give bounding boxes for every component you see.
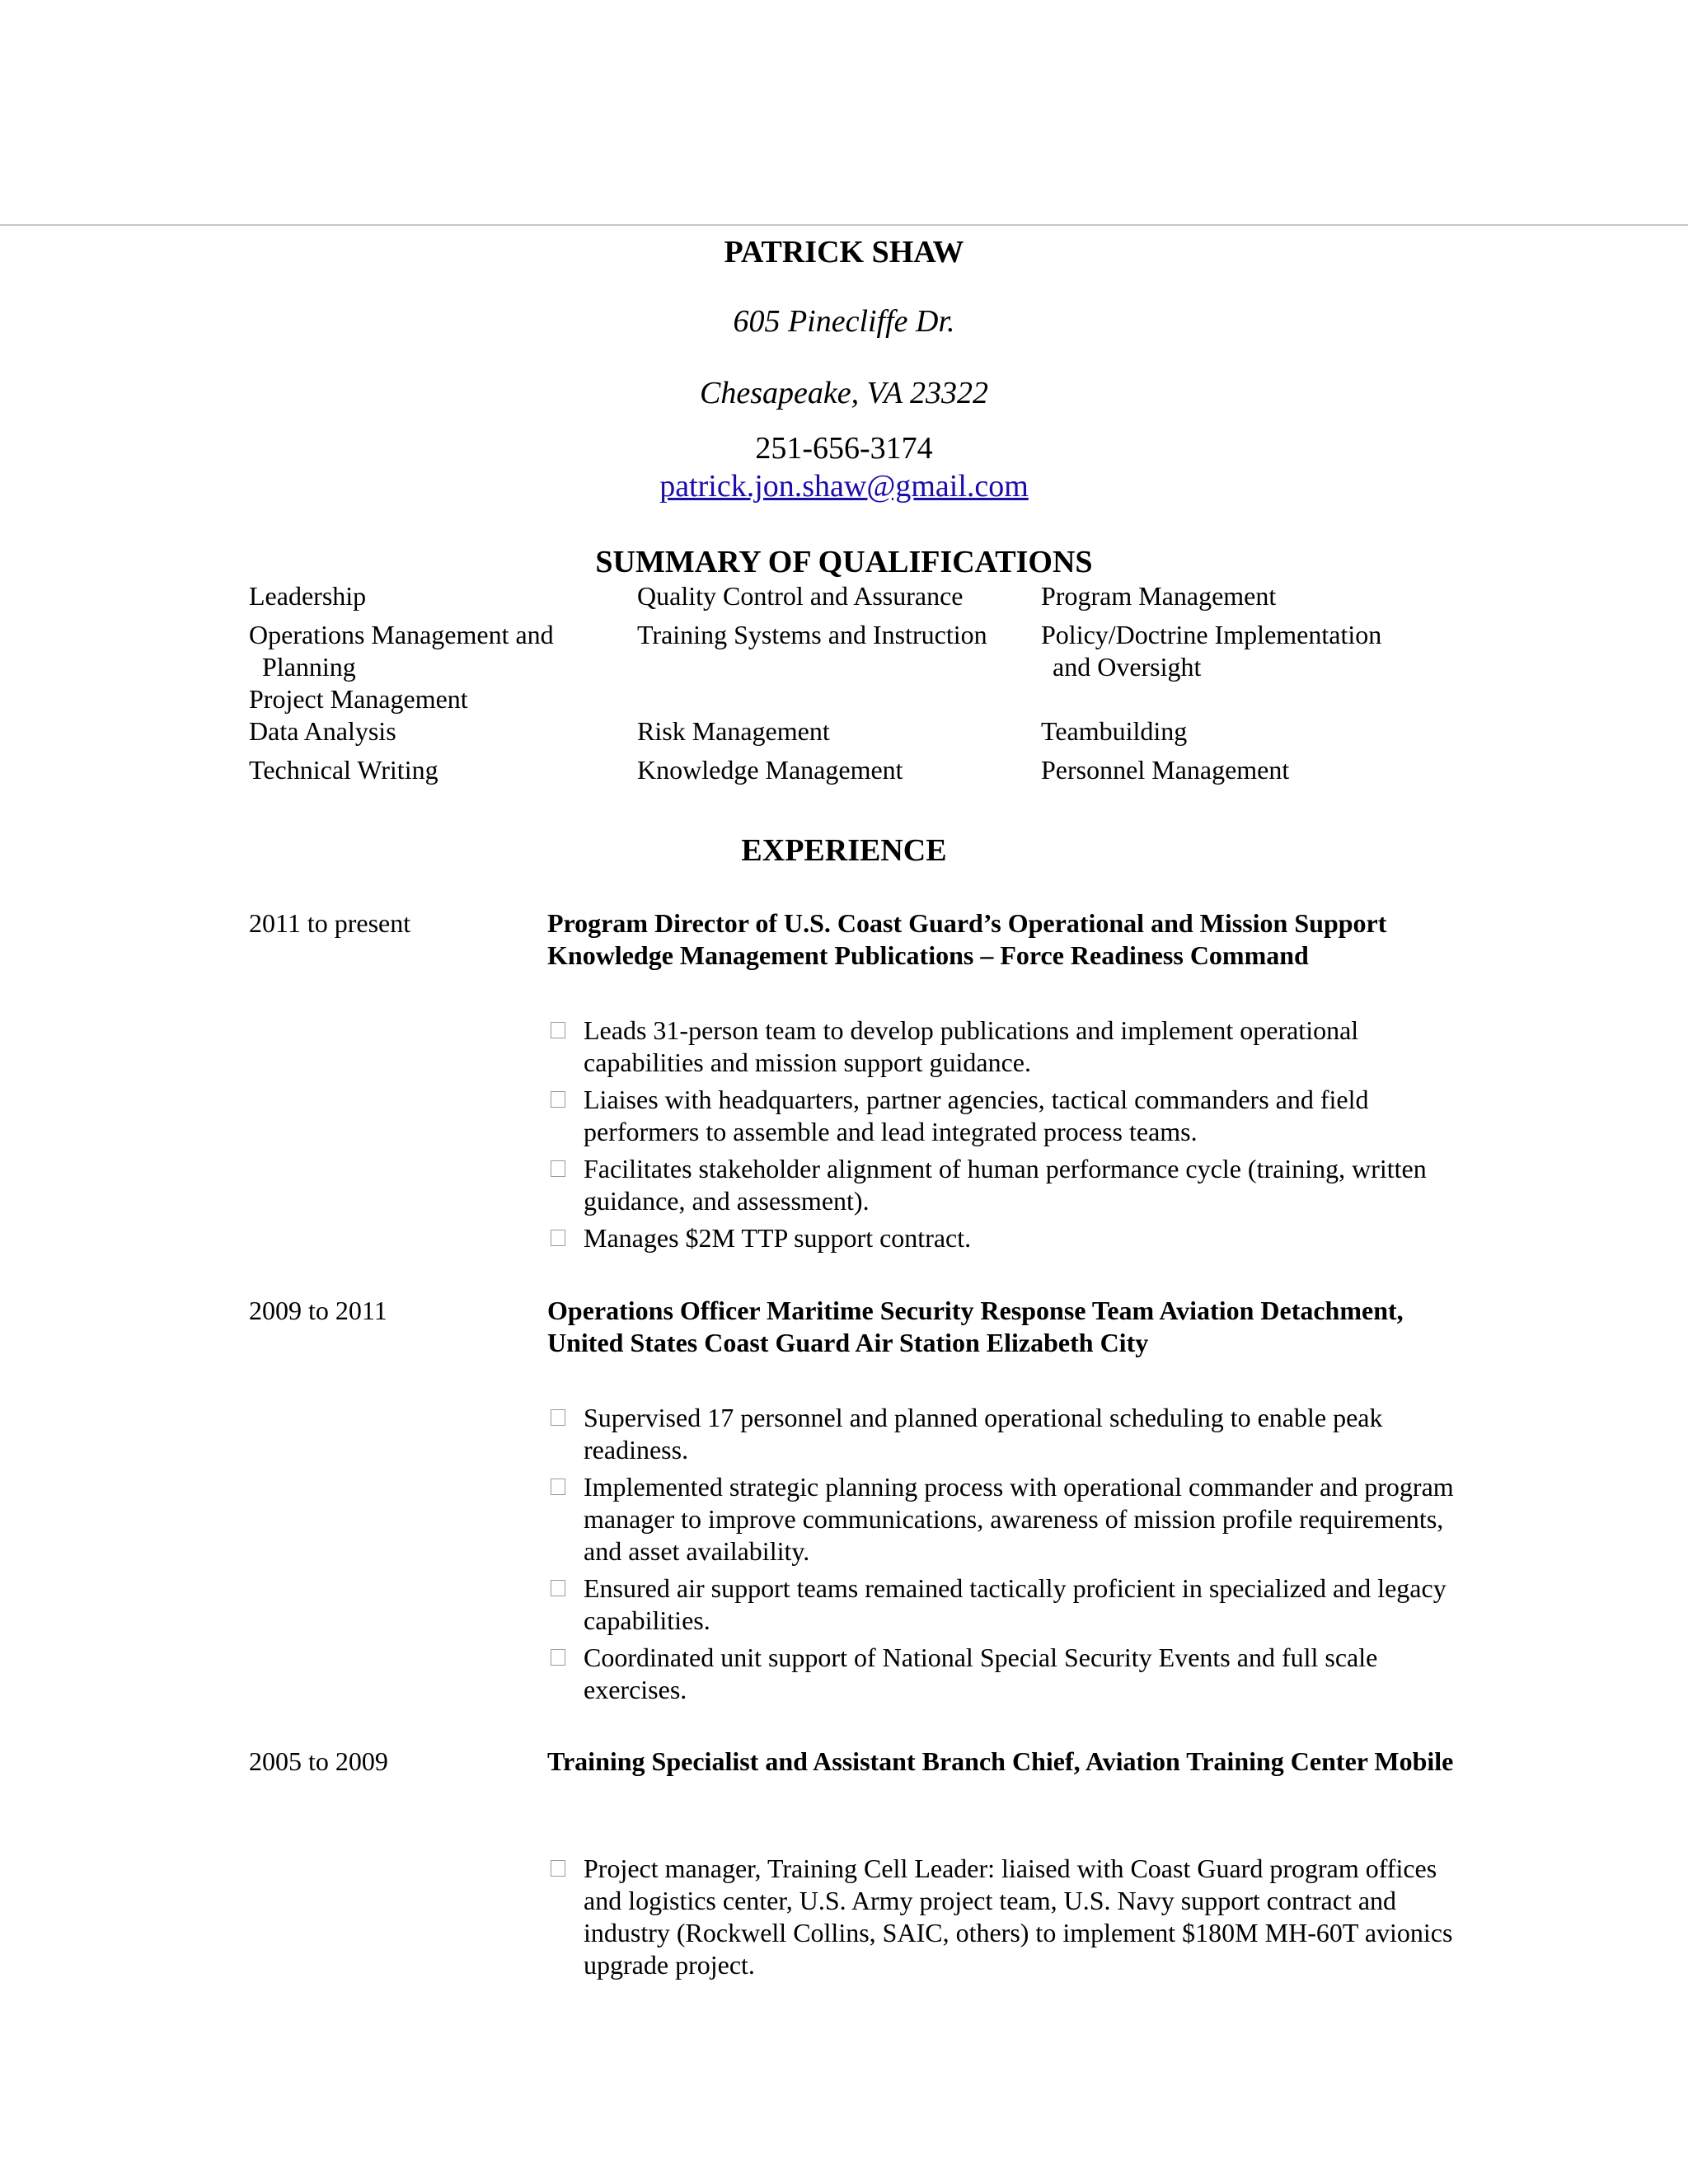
bullet-text: Project manager, Training Cell Leader: liaised with Coast Guard program offices and logistics center, U.S. Army project team, U.S. Navy support contract and industry (Rockwell Collins, SAIC, others) to implement $180M MH-60T avionics upgrade project. [584,1854,1453,1980]
email-link[interactable]: patrick.jon.shaw@gmail.com [659,469,1029,504]
qualification-item: Teambuilding [1041,716,1188,746]
job-bullet [547,1084,1454,1148]
job-bullet [547,1572,1454,1637]
bullet-text: Facilitates stakeholder alignment of human performance cycle (training, written guidance, and assessment). [584,1154,1427,1216]
qualification-item: Personnel Management [1041,755,1290,785]
job-bullet [547,1153,1454,1217]
address-line-2: Chesapeake, VA 23322 [699,376,988,410]
bullet-box-icon [551,1649,565,1666]
resume-name: PATRICK SHAW [724,235,964,269]
job-bullet-list [547,1015,1454,1254]
qualification-item: Knowledge Management [637,755,903,785]
bullet-box-icon [551,1091,565,1108]
experience-heading: EXPERIENCE [741,833,947,868]
job-title: Operations Officer Maritime Security Response Team Aviation Detachment, United States Coast Guard Air Station Elizabeth City [547,1296,1404,1357]
job-dates: 2005 to 2009 [249,1746,388,1776]
qualification-item: Training Systems and Instruction [637,620,987,649]
qualification-item: Risk Management [637,716,830,746]
job-bullet [547,1471,1454,1568]
job-bullet [547,1642,1454,1706]
qualification-item: Quality Control and Assurance [637,581,964,611]
bullet-box-icon [551,1160,565,1177]
job-bullet [547,1402,1454,1466]
job-bullet [547,1015,1454,1079]
page-top-rule [0,224,1688,226]
bullet-box-icon [551,1230,565,1246]
qualification-item: Data Analysis [249,716,396,746]
bullet-box-icon [551,1479,565,1495]
bullet-text: Coordinated unit support of National Special Security Events and full scale exercises. [584,1643,1378,1704]
bullet-box-icon [551,1860,565,1877]
qualification-text: Policy/Doctrine Implementation and Oversight [1041,620,1382,682]
bullet-text: Liaises with headquarters, partner agencies, tactical commanders and field performers to assemble and lead integrated process teams. [584,1085,1369,1146]
job-title: Program Director of U.S. Coast Guard’s Operational and Mission Support Knowledge Management Publications – Force Readiness Command [547,908,1387,970]
job-bullet [547,1853,1454,1981]
bullet-text: Implemented strategic planning process with operational commander and program manager to improve communications, awareness of mission profile requirements, and asset availability. [584,1472,1454,1566]
bullet-box-icon [551,1409,565,1426]
bullet-text: Leads 31-person team to develop publications and implement operational capabilities and mission support guidance. [584,1015,1359,1077]
bullet-box-icon [551,1022,565,1038]
job-dates: 2011 to present [249,908,411,938]
job-title: Training Specialist and Assistant Branch Chief, Aviation Training Center Mobile [547,1746,1454,1776]
qualification-text: Operations Management and Planning [249,620,554,682]
bullet-box-icon [551,1580,565,1596]
qualification-item: Project Management [249,684,468,714]
bullet-text: Supervised 17 personnel and planned operational scheduling to enable peak readiness. [584,1403,1383,1465]
email-line [0,466,1688,506]
qualification-item: Technical Writing [249,755,438,785]
phone-number: 251-656-3174 [755,431,933,466]
job-bullet-list [547,1853,1454,1981]
qualification-item: Program Management [1041,581,1277,611]
qualification-item [249,619,595,683]
job-bullet-list [547,1402,1454,1706]
qualification-item: Leadership [249,581,367,611]
address-line-1: 605 Pinecliffe Dr. [733,304,955,339]
job-bullet [547,1222,1454,1254]
summary-heading: SUMMARY OF QUALIFICATIONS [595,545,1093,579]
job-dates: 2009 to 2011 [249,1296,387,1325]
bullet-text: Manages $2M TTP support contract. [584,1223,972,1253]
bullet-text: Ensured air support teams remained tactically proficient in specialized and legacy capabilities. [584,1573,1447,1635]
qualification-item [1041,619,1420,683]
